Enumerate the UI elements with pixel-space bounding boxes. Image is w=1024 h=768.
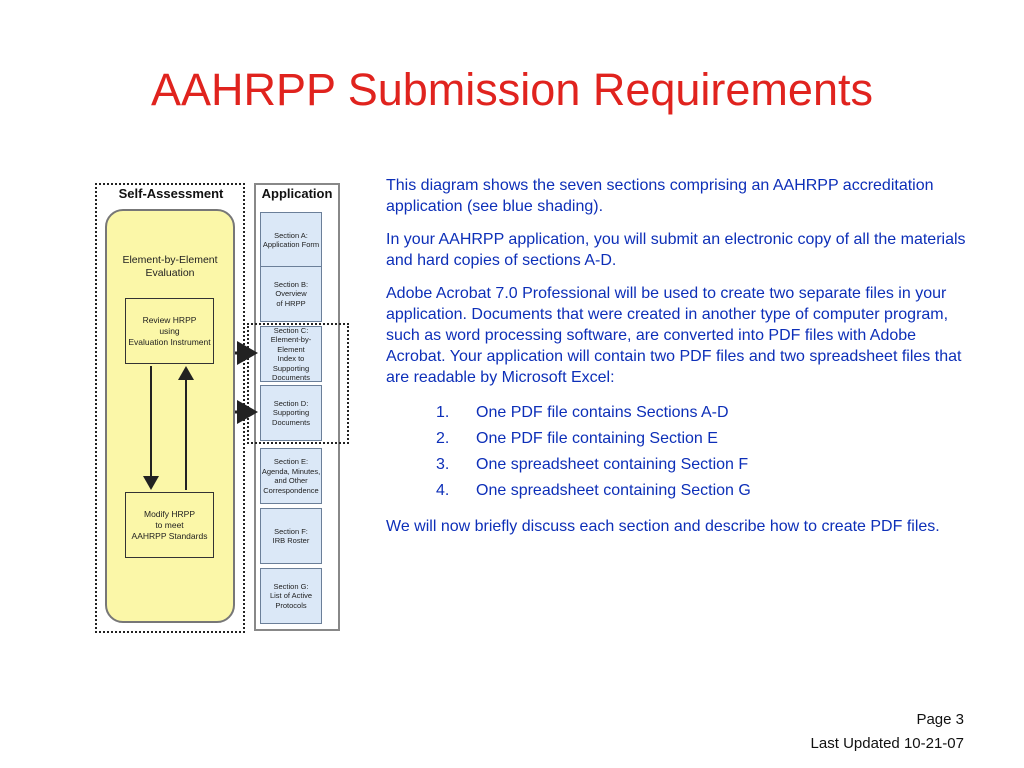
section-a-box: Section A: Application Form [260, 212, 322, 268]
modify-hrpp-box: Modify HRPP to meet AAHRPP Standards [125, 492, 214, 558]
closing-paragraph: We will now briefly discuss each section and describe how to create PDF files. [386, 518, 940, 535]
acrobat-paragraph: Adobe Acrobat 7.0 Professional will be used to create two separate files in your application. Documents that were created in another type of computer program, such as word processing software, are converted into PDF files with Adobe Acrobat. Your application will contain two PDF files and two spreadsheet files that are readable by Microsoft Excel: [386, 285, 962, 386]
element-evaluation-label: Element-by-Element Evaluation [122, 254, 218, 279]
submission-paragraph: In your AAHRPP application, you will submit an electronic copy of all the materials and hard copies of sections A-D. [386, 231, 966, 269]
section-e-box: Section E: Agenda, Minutes, and Other Correspondence [260, 448, 322, 504]
section-c-box: Section C: Element-by-Element Index to Supporting Documents [260, 326, 322, 382]
list-item: 1. One PDF file contains Sections A-D [436, 404, 729, 421]
slide-title: AAHRPP Submission Requirements [151, 64, 873, 115]
slide-body [386, 175, 966, 549]
section-d-box: Section D: Supporting Documents [260, 385, 322, 441]
review-hrpp-box: Review HRPP using Evaluation Instrument [125, 298, 214, 364]
list-item: 3. One spreadsheet containing Section F [436, 456, 749, 473]
intro-paragraph: This diagram shows the seven sections comprising an AAHRPP accreditation application (see blue shading). [386, 177, 934, 215]
slide-footer [811, 708, 964, 756]
application-label: Application [261, 186, 333, 201]
file-list [386, 400, 966, 504]
section-f-box: Section F: IRB Roster [260, 508, 322, 564]
self-assessment-label: Self-Assessment [118, 186, 224, 201]
last-updated: Last Updated 10-21-07 [810, 735, 964, 752]
list-item: 4. One spreadsheet containing Section G [436, 482, 751, 499]
list-item: 2. One PDF file containing Section E [436, 430, 718, 447]
page-number: Page 3 [916, 711, 964, 728]
section-b-box: Section B: Overview of HRPP [260, 266, 322, 322]
section-g-box: Section G: List of Active Protocols [260, 568, 322, 624]
